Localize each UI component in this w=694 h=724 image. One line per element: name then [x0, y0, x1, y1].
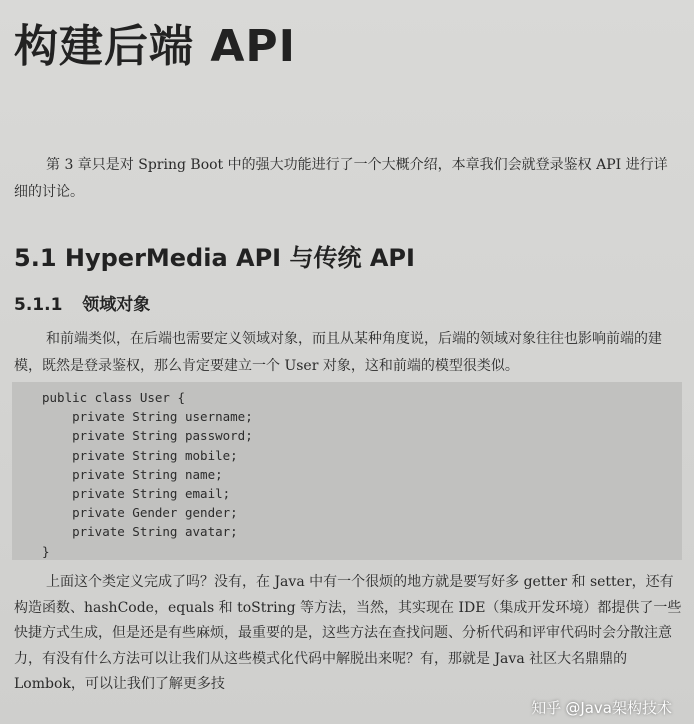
intro-paragraph: 第 3 章只是对 Spring Boot 中的强大功能进行了一个大概介绍，本章我们会就登录鉴权 API 进行详细的讨论。 [14, 157, 668, 200]
code-line: private String avatar; [42, 524, 238, 540]
subsection-heading [14, 290, 150, 315]
subsection-title: 领域对象 [82, 295, 151, 315]
section-title: HyperMedia API 与传统 API [64, 244, 415, 272]
body-paragraph-2: 上面这个类定义完成了吗？没有，在 Java 中有一个很烦的地方就是要写好多 getter 和 setter，还有构造函数、hashCode，equals 和 toString 等方法，当然，其实现在 IDE（集成开发环境）都提供了一些快捷方式生成，但是还是有些麻烦，最重要的是，这些方法在查找问题、分析代码和评审代码时会分散注意力，有没有什么方法可以让我们从这些模式化代码中解脱出来呢？有，那就是 Java 社区大名鼎鼎的 Lombok，可以让我们了解更多技 [14, 574, 682, 692]
watermark-author: @Java架构技术 [565, 699, 672, 717]
code-block [12, 382, 682, 560]
code-line: private Gender gender; [42, 505, 238, 521]
code-line: } [42, 543, 50, 559]
section-heading [14, 238, 415, 273]
code-line: public class User { [42, 390, 185, 405]
code-line: private String mobile; [42, 447, 238, 463]
subsection-number: 5.1.1 [14, 295, 63, 315]
code-line: private String password; [42, 428, 253, 444]
code-line: private String name; [42, 466, 223, 482]
watermark-site: 知乎 [531, 699, 562, 717]
section-number: 5.1 [14, 244, 57, 272]
chapter-title: 构建后端 API [14, 21, 296, 72]
code-line: private String email; [42, 486, 231, 502]
body-paragraph-1: 和前端类似，在后端也需要定义领域对象，而且从某种角度说，后端的领域对象往往也影响前端的建模，既然是登录鉴权，那么肯定要建立一个 User 对象，这和前端的模型很类似。 [14, 331, 662, 374]
code-line: private String username; [42, 409, 253, 425]
watermark [531, 697, 672, 718]
